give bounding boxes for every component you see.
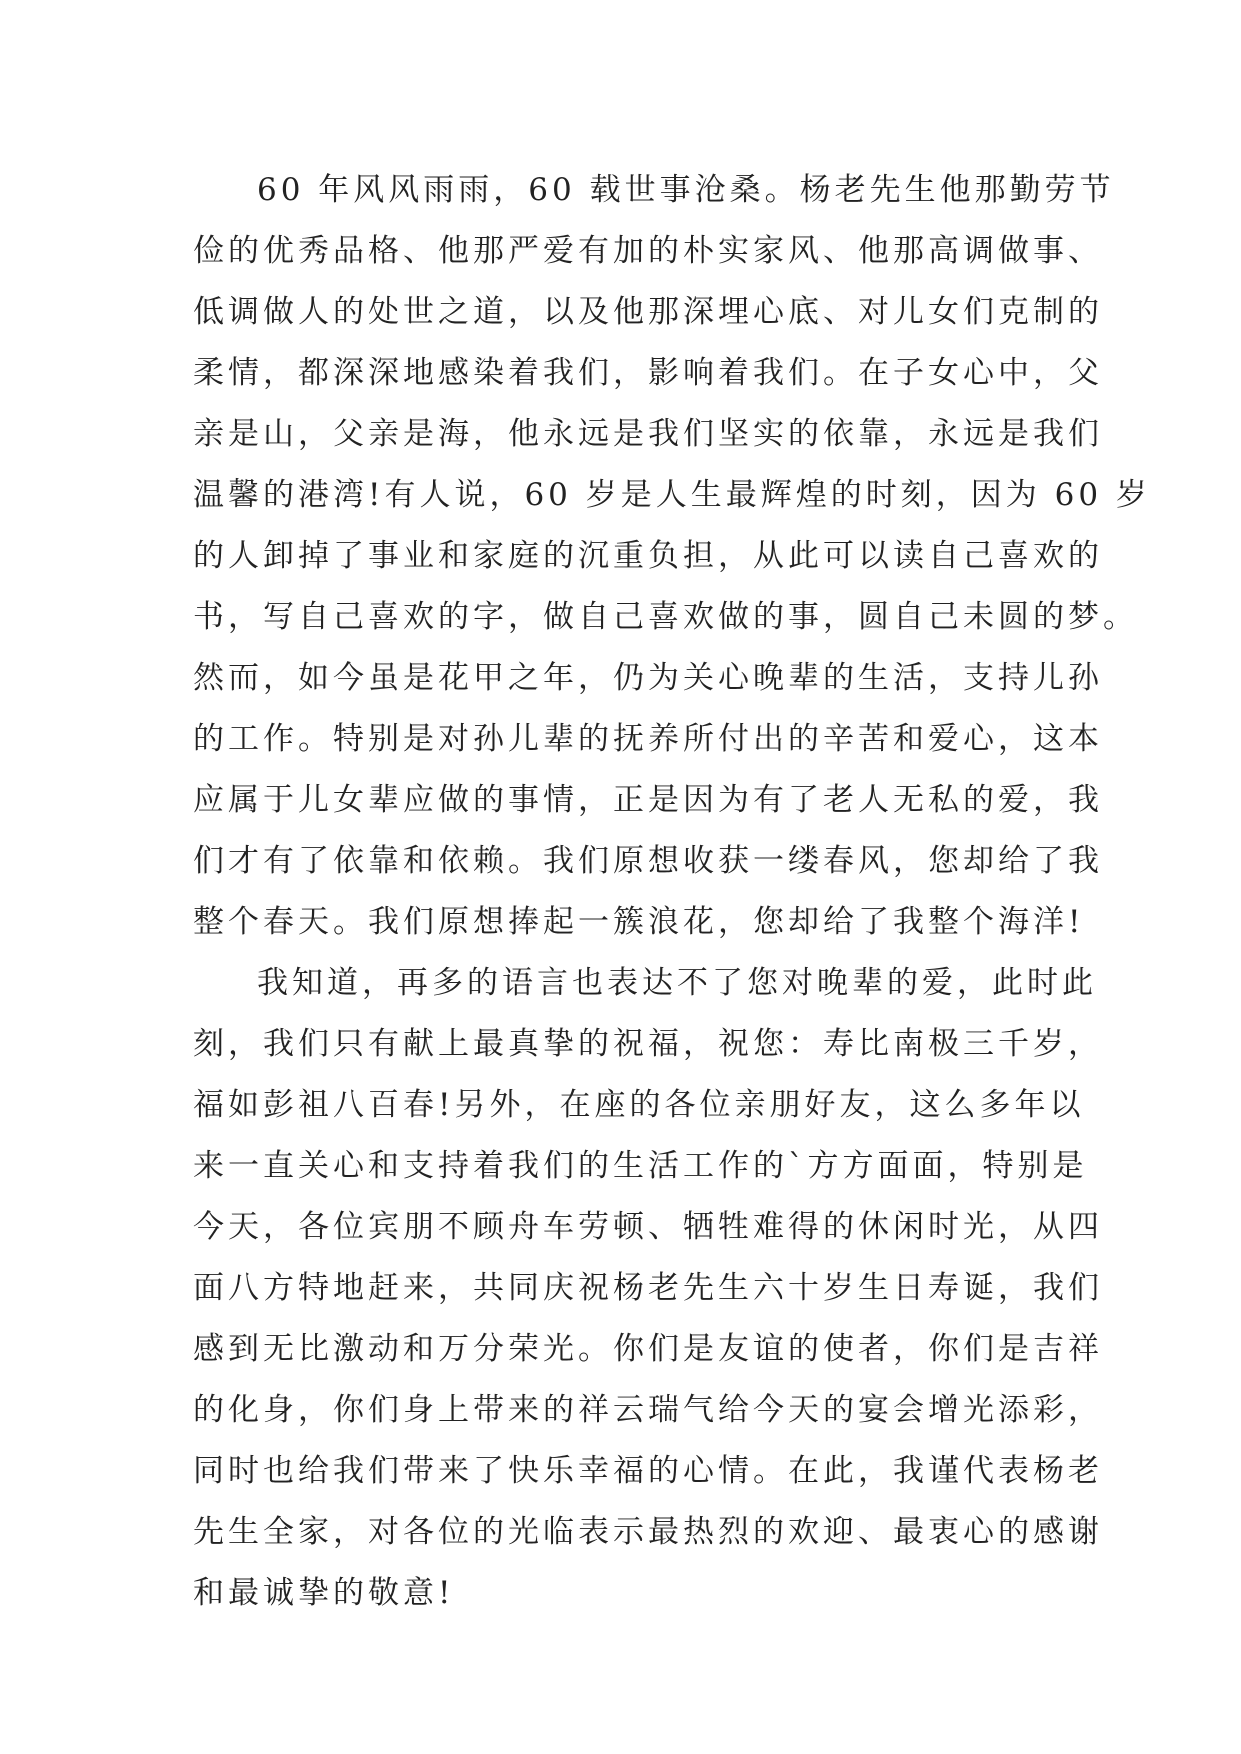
body-text (193, 160, 1151, 1624)
text-line: 俭的优秀品格、他那严爱有加的朴实家风、他那高调做事、 (193, 233, 1103, 269)
text-line: 福如彭祖八百春!另外，在座的各位亲朋好友，这么多年以 (193, 1087, 1085, 1123)
paragraph-1 (193, 160, 1151, 953)
text-line: 然而，如今虽是花甲之年，仍为关心晚辈的生活，支持儿孙 (193, 660, 1103, 696)
text-line: 来一直关心和支持着我们的生活工作的`方方面面，特别是 (193, 1148, 1088, 1184)
text-line: 温馨的港湾!有人说，60 岁是人生最辉煌的时刻，因为 60 岁 (193, 477, 1151, 513)
text-line: 应属于儿女辈应做的事情，正是因为有了老人无私的爱，我 (193, 782, 1103, 818)
text-line: 亲是山，父亲是海，他永远是我们坚实的依靠，永远是我们 (193, 416, 1103, 452)
text-line: 感到无比激动和万分荣光。你们是友谊的使者，你们是吉祥 (193, 1331, 1103, 1367)
text-line: 先生全家，对各位的光临表示最热烈的欢迎、最衷心的感谢 (193, 1514, 1103, 1550)
text-line: 60 年风风雨雨，60 载世事沧桑。杨老先生他那勤劳节 (257, 172, 1115, 208)
text-line: 和最诚挚的敬意! (193, 1575, 455, 1611)
text-line: 面八方特地赶来，共同庆祝杨老先生六十岁生日寿诞，我们 (193, 1270, 1103, 1306)
text-line: 的人卸掉了事业和家庭的沉重负担，从此可以读自己喜欢的 (193, 538, 1103, 574)
paragraph-2 (193, 953, 1103, 1624)
text-line: 同时也给我们带来了快乐幸福的心情。在此，我谨代表杨老 (193, 1453, 1103, 1489)
text-line: 们才有了依靠和依赖。我们原想收获一缕春风，您却给了我 (193, 843, 1103, 879)
text-line: 柔情，都深深地感染着我们，影响着我们。在子女心中，父 (193, 355, 1103, 391)
text-line: 的化身，你们身上带来的祥云瑞气给今天的宴会增光添彩， (193, 1392, 1103, 1428)
text-line: 整个春天。我们原想捧起一簇浪花，您却给了我整个海洋! (193, 904, 1085, 940)
text-line: 低调做人的处世之道，以及他那深埋心底、对儿女们克制的 (193, 294, 1103, 330)
text-line: 刻，我们只有献上最真挚的祝福，祝您：寿比南极三千岁， (193, 1026, 1103, 1062)
text-line: 书，写自己喜欢的字，做自己喜欢做的事，圆自己未圆的梦。 (193, 599, 1138, 635)
text-line: 我知道，再多的语言也表达不了您对晚辈的爱，此时此 (257, 965, 1097, 1001)
text-line: 的工作。特别是对孙儿辈的抚养所付出的辛苦和爱心，这本 (193, 721, 1103, 757)
text-line: 今天，各位宾朋不顾舟车劳顿、牺牲难得的休闲时光，从四 (193, 1209, 1103, 1245)
